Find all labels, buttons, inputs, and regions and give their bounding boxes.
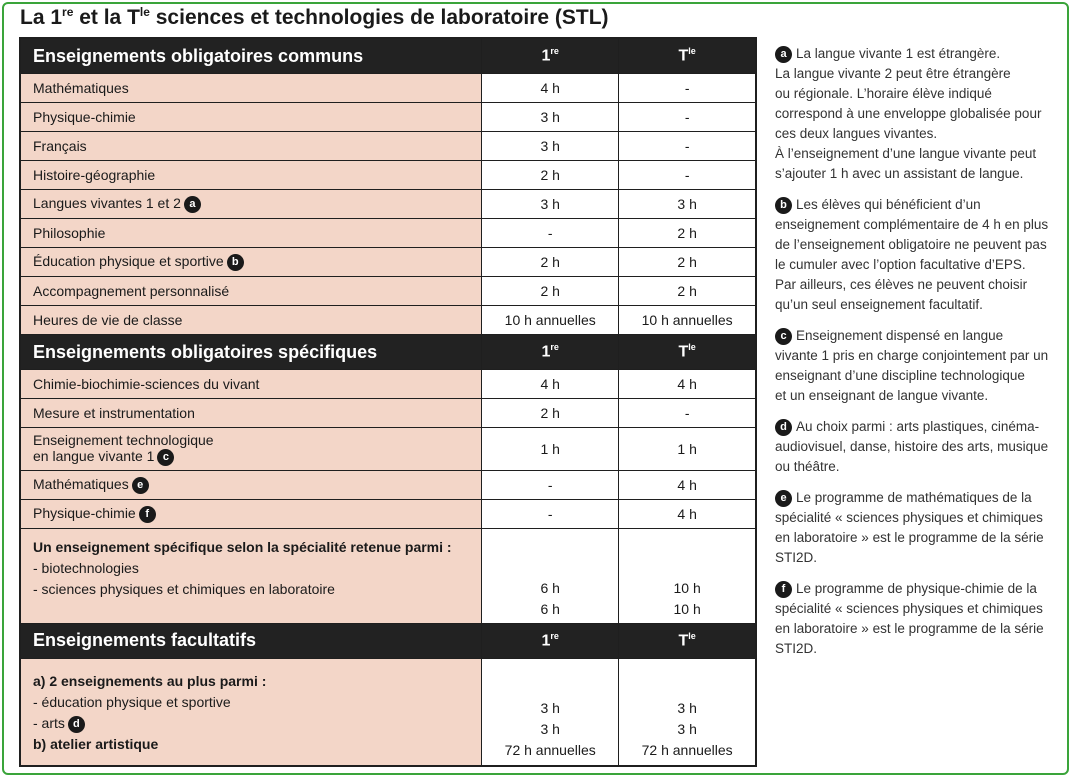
value-1re: 2 h [482, 399, 619, 428]
note-badge-icon: b [775, 197, 792, 214]
table-row [20, 132, 756, 161]
row-label: Langues vivantes 1 et 2 a [20, 190, 482, 219]
table-row [20, 190, 756, 219]
row-label: Physique-chimie [20, 103, 482, 132]
value-tle: 1 h [619, 428, 756, 471]
row-label: Enseignement technologique en langue vivante 1 c [20, 428, 482, 471]
row-label: Mathématiques e [20, 470, 482, 499]
footnotes [775, 44, 1065, 670]
value-1re: 2 h [482, 248, 619, 277]
section-title: Enseignements obligatoires spécifiques [20, 335, 482, 370]
row-label: Mathématiques [20, 74, 482, 103]
table-row [20, 74, 756, 103]
value-tle: 4 h [619, 470, 756, 499]
optional-block: a) 2 enseignements au plus parmi : - éducation physique et sportive - arts d b) atelier artistique 3 h 3 h 72 h annuelles 3 h 3 h 72 h annuelles [20, 658, 756, 766]
row-label: Français [20, 132, 482, 161]
value-tle: 2 h [619, 248, 756, 277]
value-tle: 3 h [619, 190, 756, 219]
footnote: c Enseignement dispensé en langue vivante 1 pris en charge conjointement par un enseignant d’une discipline technologique et un enseignant de langue vivante. [775, 328, 1049, 403]
value-1re: 10 h annuelles [482, 306, 619, 335]
table-row [20, 370, 756, 399]
column-header-tle: $T^{le}$ [619, 623, 756, 658]
value-tle: - [619, 132, 756, 161]
table-row [20, 470, 756, 499]
row-label: Heures de vie de classe [20, 306, 482, 335]
value-tle: 2 h [619, 219, 756, 248]
value-1re: - [482, 499, 619, 528]
schedule-table [19, 37, 757, 767]
value-tle: 4 h [619, 370, 756, 399]
row-label: Philosophie [20, 219, 482, 248]
note-badge-icon: e [775, 490, 792, 507]
value-1re: 2 h [482, 277, 619, 306]
section-header-specifiques [20, 335, 756, 370]
section-header-communs [20, 38, 756, 74]
value-1re: 4 h [482, 74, 619, 103]
column-header-tle: $T^{le}$ [619, 38, 756, 74]
note-badge-icon: d [775, 419, 792, 436]
section-title: Enseignements obligatoires communs [20, 38, 482, 74]
specialty-block: Un enseignement spécifique selon la spécialité retenue parmi : - biotechnologies - sciences physiques et chimiques en laboratoire 6 h 6 h 10 h 10 h [20, 528, 756, 623]
value-tle: 10 h annuelles [619, 306, 756, 335]
table-row [20, 103, 756, 132]
column-header-1re: 1re [482, 623, 619, 658]
value-tle: 2 h [619, 277, 756, 306]
note-badge-icon: f [775, 581, 792, 598]
value-1re: 3 h [482, 190, 619, 219]
table-row [20, 306, 756, 335]
note-badge-icon: c [157, 449, 174, 466]
table-row [20, 248, 756, 277]
footnote: e Le programme de mathématiques de la spécialité « sciences physiques et chimiques en laboratoire » est le programme de la série STI2D. [775, 490, 1044, 565]
value-1re: 3 h [482, 103, 619, 132]
table-row [20, 219, 756, 248]
value-tle: - [619, 103, 756, 132]
row-label: Mesure et instrumentation [20, 399, 482, 428]
value-tle: - [619, 74, 756, 103]
value-1re: 1 h [482, 428, 619, 471]
table-row [20, 499, 756, 528]
footnote: f Le programme de physique-chimie de la spécialité « sciences physiques et chimiques en laboratoire » est le programme de la série STI2D. [775, 581, 1044, 656]
note-badge-icon: e [132, 477, 149, 494]
row-label: Physique-chimie f [20, 499, 482, 528]
table-row [20, 428, 756, 471]
footnote: b Les élèves qui bénéficient d’un enseignement complémentaire de 4 h en plus de l’enseignement obligatoire ne peuvent pas le cumuler avec l’option facultative d’EPS. Par ailleurs, ces élèves ne peuvent choisir qu’un seul enseignement facultatif. [775, 197, 1049, 312]
column-header-1re: 1re [482, 38, 619, 74]
row-label: Chimie-biochimie-sciences du vivant [20, 370, 482, 399]
footnote: d Au choix parmi : arts plastiques, cinéma- audiovisuel, danse, histoire des arts, musique ou théâtre. [775, 419, 1049, 474]
column-header-tle: $T^{le}$ [619, 335, 756, 370]
row-label: Éducation physique et sportive b [20, 248, 482, 277]
footnote: a La langue vivante 1 est étrangère. La langue vivante 2 peut être étrangère ou régionale. L’horaire élève indiqué correspond à une enveloppe globalisée pour ces deux langues vivantes. À l’enseignement d’une langue vivante peut s’ajouter 1 h avec un assistant de langue. [775, 46, 1042, 181]
value-1re: 3 h [482, 132, 619, 161]
note-badge-icon: a [184, 196, 201, 213]
section-header-facultatifs [20, 623, 756, 658]
page-title: La 1re et la $T^{le}$ sciences et technologies de laboratoire (STL) [20, 5, 609, 29]
section-title: Enseignements facultatifs [20, 623, 482, 658]
note-badge-icon: b [227, 254, 244, 271]
row-label: Histoire-géographie [20, 161, 482, 190]
note-badge-icon: d [68, 716, 85, 733]
note-badge-icon: f [139, 506, 156, 523]
column-header-1re: 1re [482, 335, 619, 370]
table-row [20, 399, 756, 428]
note-badge-icon: a [775, 46, 792, 63]
value-tle: - [619, 161, 756, 190]
note-badge-icon: c [775, 328, 792, 345]
value-1re: - [482, 470, 619, 499]
table-row [20, 161, 756, 190]
table-row [20, 277, 756, 306]
value-tle: 4 h [619, 499, 756, 528]
value-1re: 4 h [482, 370, 619, 399]
value-tle: - [619, 399, 756, 428]
value-1re: - [482, 219, 619, 248]
row-label: Accompagnement personnalisé [20, 277, 482, 306]
value-1re: 2 h [482, 161, 619, 190]
